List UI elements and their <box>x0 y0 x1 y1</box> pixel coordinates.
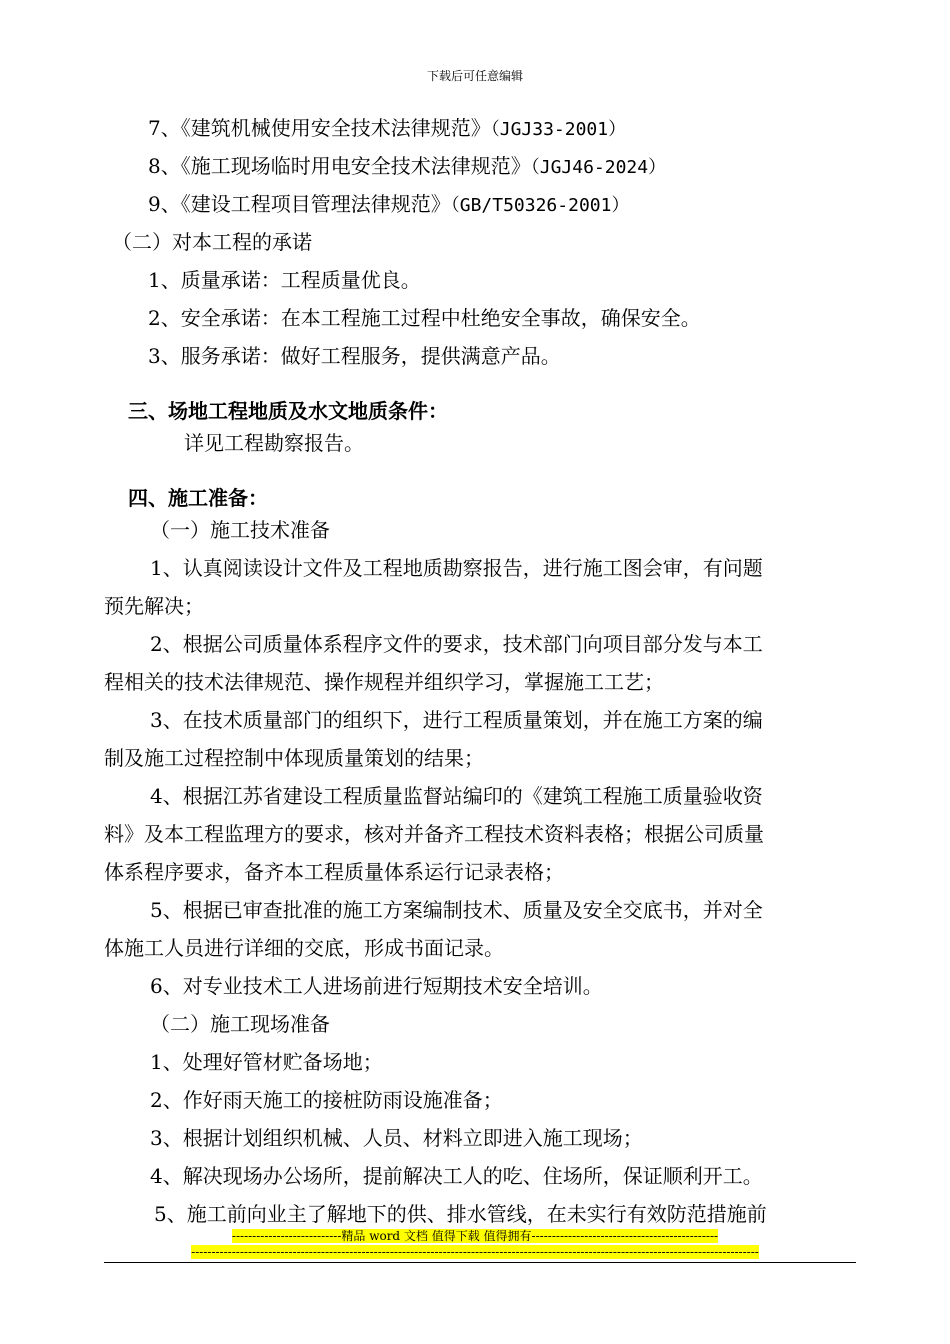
tech-prep-heading: （一）施工技术准备 <box>150 518 330 542</box>
standard-item <box>148 192 629 218</box>
paragraph-line: 5、施工前向业主了解地下的供、排水管线，在未实行有效防范措施前 <box>154 1202 767 1226</box>
paragraph-line: 5、根据已审查批准的施工方案编制技术、质量及安全交底书，并对全 <box>150 898 763 922</box>
paragraph-line: 2、根据公司质量体系程序文件的要求，技术部门向项目部分发与本工 <box>150 632 763 656</box>
paragraph-line: 3、根据计划组织机械、人员、材料立即进入施工现场； <box>150 1126 643 1150</box>
paragraph-line: 体施工人员进行详细的交底，形成书面记录。 <box>104 936 504 960</box>
promise-heading: （二）对本工程的承诺 <box>112 230 312 254</box>
footer-rule <box>104 1262 856 1263</box>
site-prep-heading: （二）施工现场准备 <box>150 1012 330 1036</box>
standard-title: 9、《建设工程项目管理法律规范》 <box>148 192 451 216</box>
section-4-title: 四、施工准备： <box>128 486 268 510</box>
standard-code: （JGJ33-2001） <box>490 119 627 140</box>
paragraph-line: 2、作好雨天施工的接桩防雨设施准备； <box>150 1088 503 1112</box>
standard-code: （GB/T50326-2001） <box>450 195 630 216</box>
section-3-title: 三、场地工程地质及水文地质条件： <box>128 399 448 423</box>
standard-title: 7、《建筑机械使用安全技术法律规范》 <box>148 116 491 140</box>
promise-item: 1、质量承诺：工程质量优良。 <box>148 268 421 292</box>
promise-item: 3、服务承诺：做好工程服务，提供满意产品。 <box>148 344 561 368</box>
paragraph-line: 4、解决现场办公场所，提前解决工人的吃、住场所，保证顺利开工。 <box>150 1164 763 1188</box>
paragraph-line: 6、对专业技术工人进场前进行短期技术安全培训。 <box>150 974 603 998</box>
standard-code: （JGJ46-2024） <box>530 157 667 178</box>
paragraph-line: 料》及本工程监理方的要求，核对并备齐工程技术资料表格；根据公司质量 <box>104 822 764 846</box>
paragraph-line: 3、在技术质量部门的组织下，进行工程质量策划，并在施工方案的编 <box>150 708 763 732</box>
paragraph-line: 1、认真阅读设计文件及工程地质勘察报告，进行施工图会审，有问题 <box>150 556 763 580</box>
footer-dashes: -------------------------------------------------------------------------------------------------------------------------------------------- <box>191 1245 759 1259</box>
promise-item: 2、安全承诺：在本工程施工过程中杜绝安全事故，确保安全。 <box>148 306 701 330</box>
section-3-body: 详见工程勘察报告。 <box>184 431 364 455</box>
footer-banner: ---------------------------精品 word 文档 值得下载 值得拥有---------------------------------------------- <box>231 1229 719 1243</box>
paragraph-line: 预先解决； <box>104 594 204 618</box>
standard-item <box>148 116 626 142</box>
paragraph-line: 体系程序要求，备齐本工程质量体系运行记录表格； <box>104 860 564 884</box>
paragraph-line: 1、处理好管材贮备场地； <box>150 1050 383 1074</box>
page-header: 下载后可任意编辑 <box>426 69 523 83</box>
paragraph-line: 制及施工过程控制中体现质量策划的结果； <box>104 746 484 770</box>
standard-title: 8、《施工现场临时用电安全技术法律规范》 <box>148 154 531 178</box>
page-footer <box>0 1228 950 1260</box>
standard-item <box>148 154 666 180</box>
paragraph-line: 4、根据江苏省建设工程质量监督站编印的《建筑工程施工质量验收资 <box>150 784 763 808</box>
paragraph-line: 程相关的技术法律规范、操作规程并组织学习，掌握施工工艺； <box>104 670 664 694</box>
